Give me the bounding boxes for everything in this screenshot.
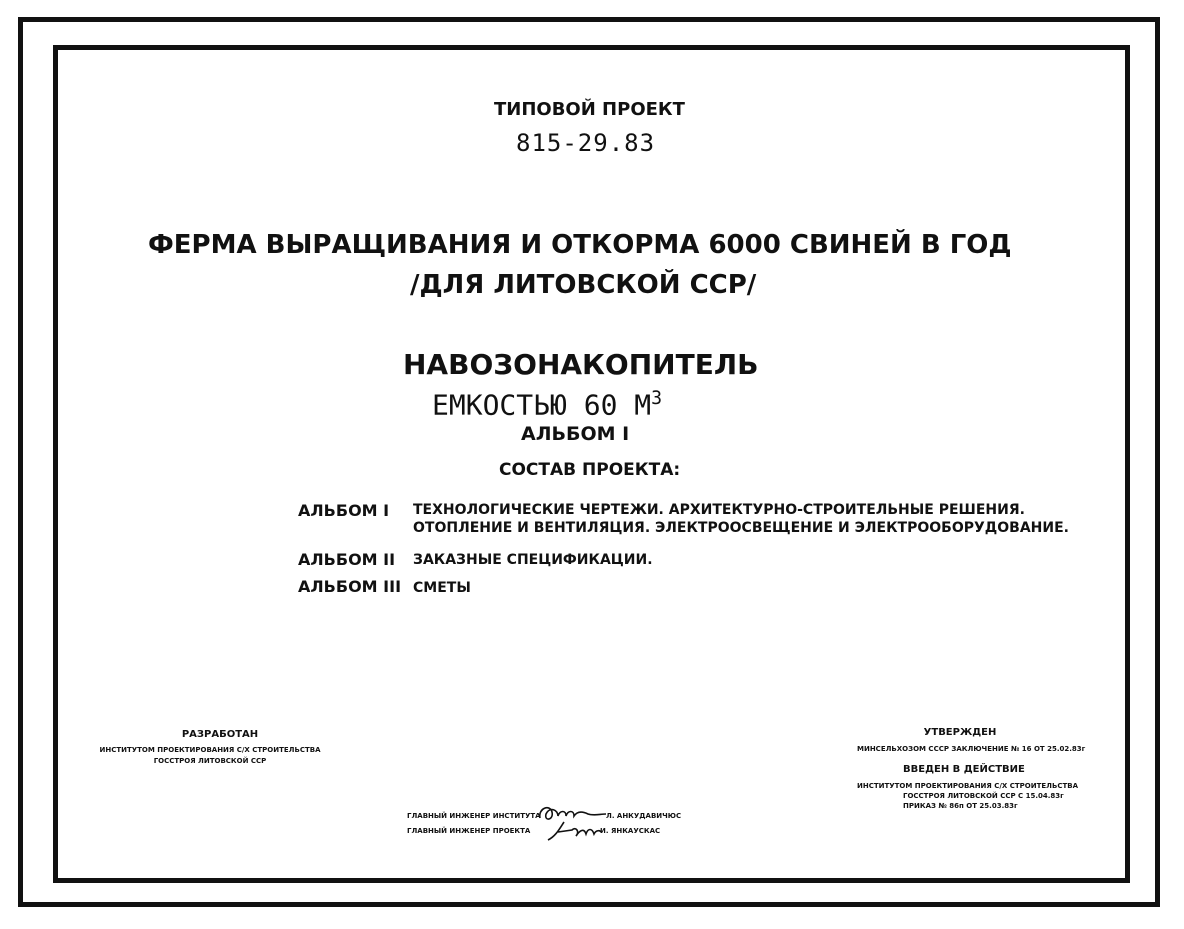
approved-line-3: ГОССТРОЯ ЛИТОВСКОЙ ССР С 15.04.83г <box>903 792 1064 800</box>
chief-institute-name: Л. АНКУДАВИЧЮС <box>606 812 682 820</box>
composition-album-1-line-1: ТЕХНОЛОГИЧЕСКИЕ ЧЕРТЕЖИ. АРХИТЕКТУРНО-СТРОИТЕЛЬНЫЕ РЕШЕНИЯ. <box>413 502 1025 518</box>
chief-project-role: ГЛАВНЫЙ ИНЖЕНЕР ПРОЕКТА <box>407 827 531 835</box>
object-capacity-superscript: 3 <box>651 388 663 409</box>
approved-line-2: ИНСТИТУТОМ ПРОЕКТИРОВАНИЯ С/Х СТРОИТЕЛЬСТВА <box>857 782 1078 790</box>
approved-line-4: ПРИКАЗ № 86п ОТ 25.03.83г <box>903 802 1018 810</box>
developed-line-2: ГОССТРОЯ ЛИТОВСКОЙ ССР <box>153 757 267 765</box>
chief-project-signature <box>546 818 602 844</box>
composition-album-1-line-2: ОТОПЛЕНИЕ И ВЕНТИЛЯЦИЯ. ЭЛЕКТРООСВЕЩЕНИЕ И ЭЛЕКТРООБОРУДОВАНИЕ. <box>413 520 1069 536</box>
approved-line-1: МИНСЕЛЬХОЗОМ СССР ЗАКЛЮЧЕНИЕ № 16 ОТ 25.02.83г <box>857 745 1086 753</box>
composition-heading: СОСТАВ ПРОЕКТА: <box>499 460 681 480</box>
composition-album-2-line-1: ЗАКАЗНЫЕ СПЕЦИФИКАЦИИ. <box>413 552 653 568</box>
composition-album-3: АЛЬБОМ III <box>298 577 402 596</box>
title-line-1: ФЕРМА ВЫРАЩИВАНИЯ И ОТКОРМА 6000 СВИНЕЙ В ГОД <box>148 230 1012 260</box>
chief-project-name: И. ЯНКАУСКАС <box>600 827 661 835</box>
project-type-label: ТИПОВОЙ ПРОЕКТ <box>494 99 685 120</box>
album-label: АЛЬБОМ I <box>521 423 630 445</box>
composition-album-2: АЛЬБОМ II <box>298 550 396 569</box>
object-capacity-text: ЕМКОСТЬЮ 60 М <box>432 388 652 422</box>
developed-line-1: ИНСТИТУТОМ ПРОЕКТИРОВАНИЯ С/Х СТРОИТЕЛЬСТВА <box>99 746 321 754</box>
composition-album-1: АЛЬБОМ I <box>298 501 390 520</box>
title-line-2: /ДЛЯ ЛИТОВСКОЙ ССР/ <box>410 270 757 300</box>
object-capacity <box>432 388 662 421</box>
object-name: НАВОЗОНАКОПИТЕЛЬ <box>403 348 759 381</box>
approved-heading: УТВЕРЖДЕН <box>923 727 997 738</box>
developed-heading: РАЗРАБОТАН <box>181 729 259 740</box>
enacted-heading: ВВЕДЕН В ДЕЙСТВИЕ <box>903 764 1025 775</box>
chief-institute-role: ГЛАВНЫЙ ИНЖЕНЕР ИНСТИТУТА <box>407 812 541 820</box>
project-code: 815-29.83 <box>516 129 656 157</box>
composition-album-3-line-1: СМЕТЫ <box>413 580 471 596</box>
